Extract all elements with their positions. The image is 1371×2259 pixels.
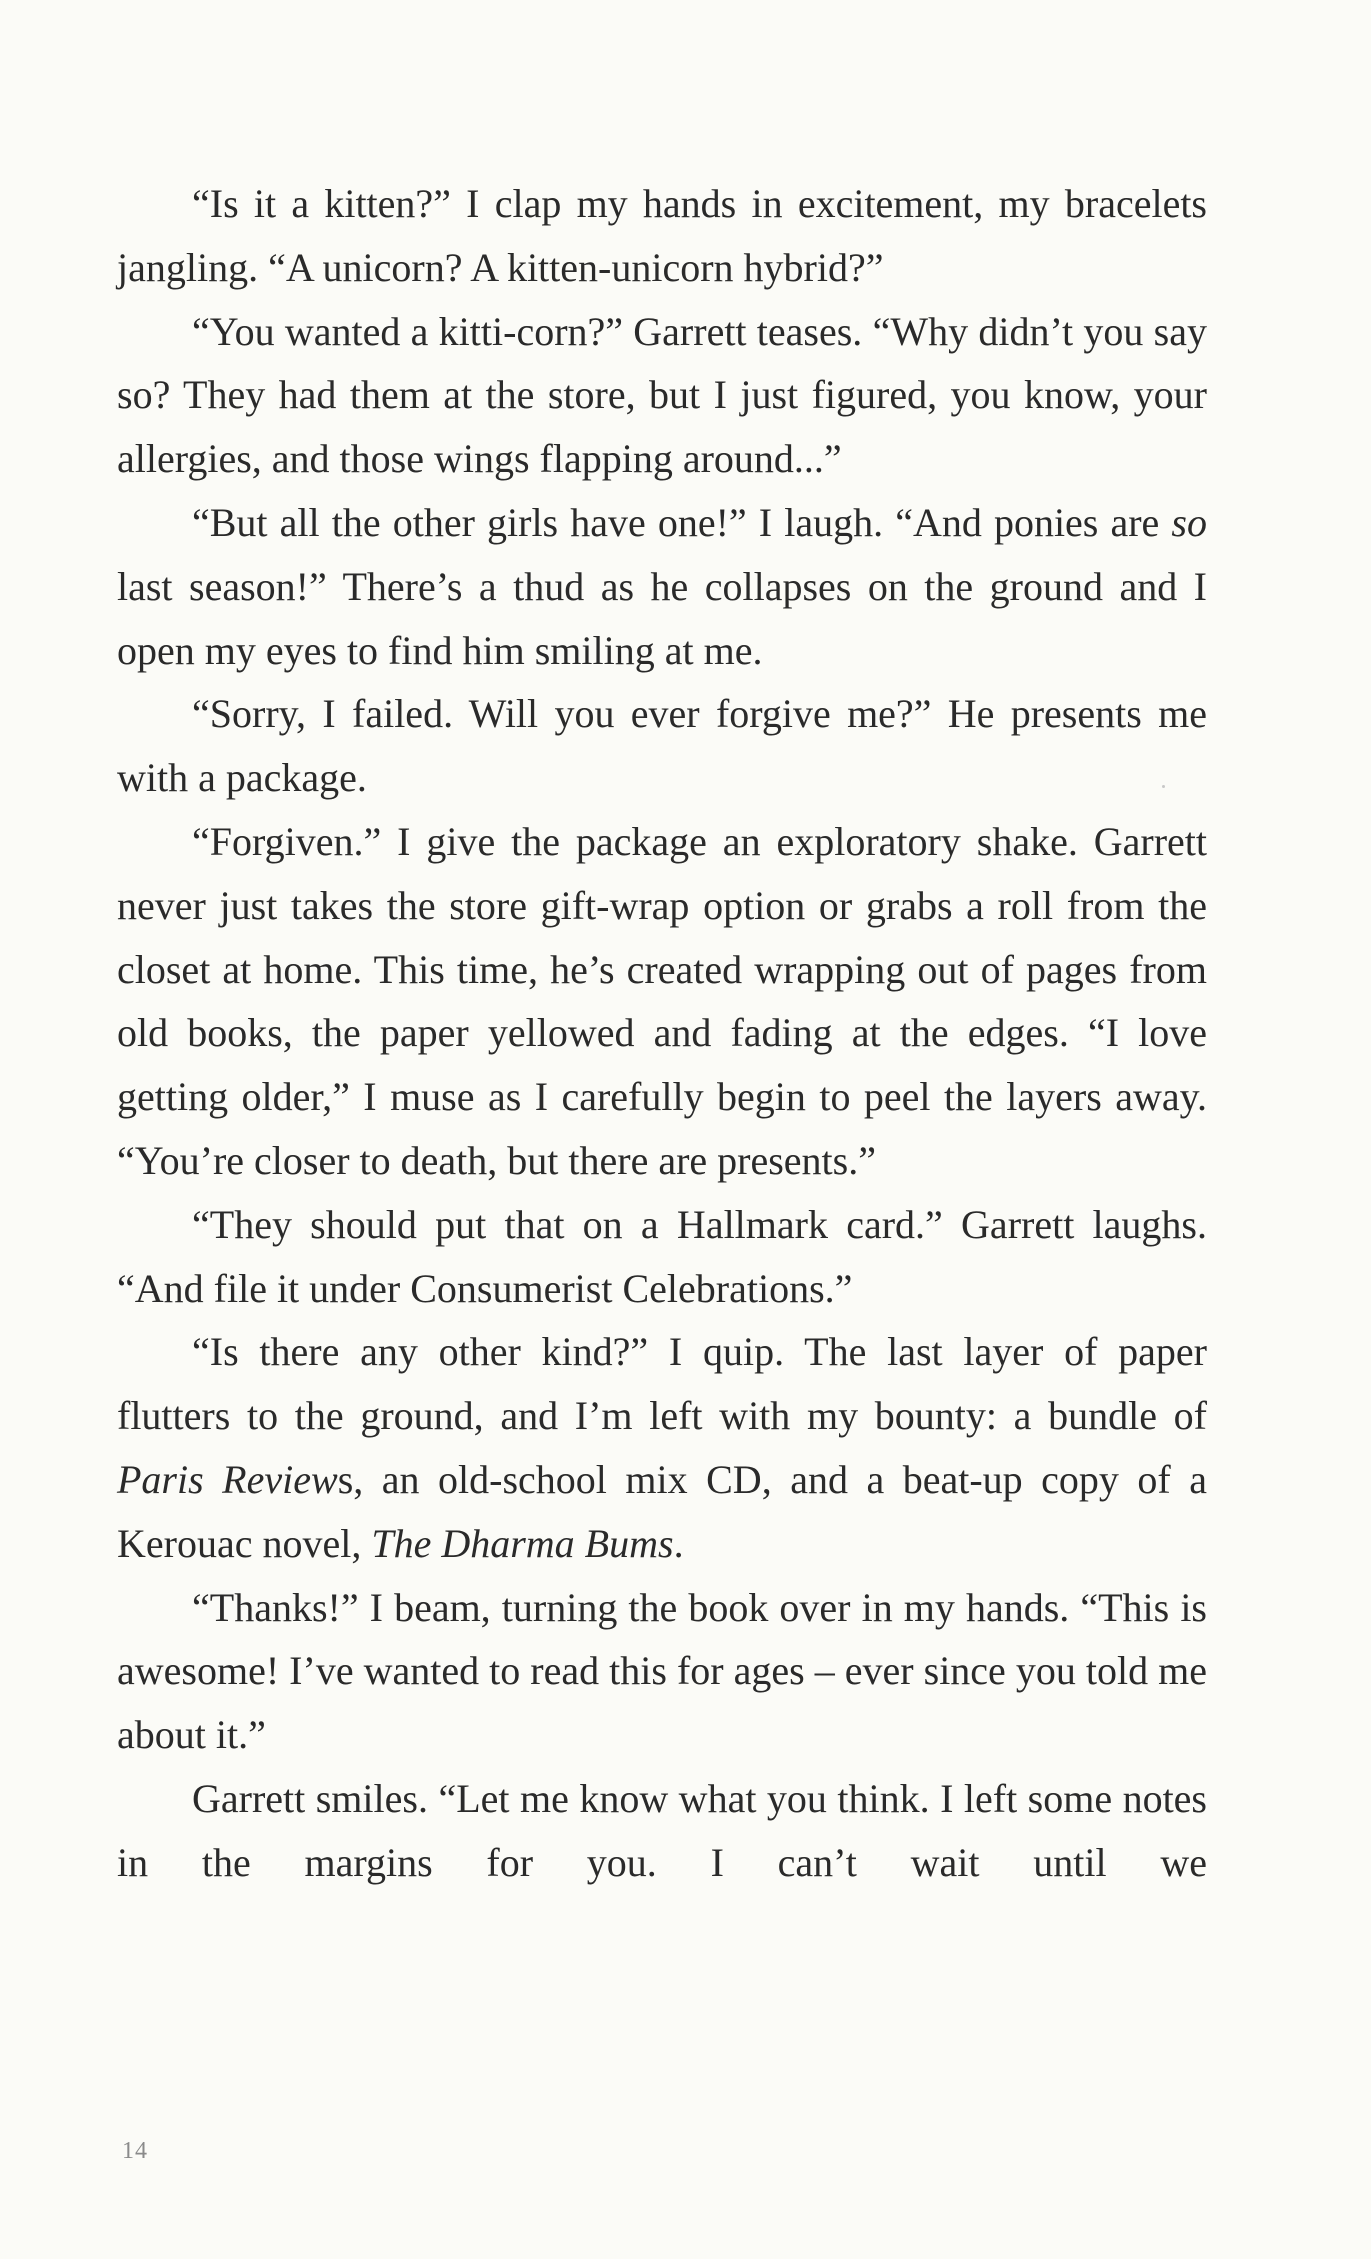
text-run: “Sorry, I failed. Will you ever forgive me?” He presents me with a package.	[117, 691, 1207, 801]
italic-text: Paris Review	[117, 1456, 338, 1502]
paragraph	[117, 1193, 1207, 1321]
paragraph	[117, 810, 1207, 1193]
paragraph	[117, 172, 1207, 300]
paragraph	[117, 1767, 1207, 1895]
page-number: 14	[122, 2138, 148, 2164]
paragraph	[117, 1576, 1207, 1767]
text-run: .	[673, 1520, 684, 1566]
italic-text: so	[1171, 499, 1207, 545]
text-run: s, an old-school mix CD, and a beat-up copy of a Kerouac novel,	[117, 1456, 1208, 1566]
paragraph	[117, 300, 1207, 491]
text-run: “Thanks!” I beam, turning the book over in my hands. “This is awesome! I’ve wanted to read this for ages – ever since you told me about it.”	[117, 1584, 1207, 1758]
text-run: last season!” There’s a thud as he collapses on the ground and I open my eyes to find him smiling at me.	[117, 563, 1207, 673]
italic-text: The Dharma Bums	[371, 1520, 674, 1566]
text-run: “They should put that on a Hallmark card.” Garrett laughs. “And file it under Consumerist Celebrations.”	[117, 1201, 1207, 1311]
paragraph	[117, 682, 1207, 810]
text-run: Garrett smiles. “Let me know what you think. I left some notes in the margins for you. I can’t wait until we	[117, 1775, 1207, 1885]
paragraph	[117, 1320, 1207, 1575]
paper-speck	[1162, 785, 1165, 788]
text-run: “You wanted a kitti-corn?” Garrett teases. “Why didn’t you say so? They had them at the store, but I just figured, you know, your allergies, and those wings flapping around...”	[117, 308, 1207, 482]
paragraph	[117, 491, 1207, 682]
text-run: “Is there any other kind?” I quip. The last layer of paper flutters to the ground, and I’m left with my bounty: a bundle of	[117, 1329, 1207, 1439]
text-run: “Forgiven.” I give the package an exploratory shake. Garrett never just takes the store gift-wrap option or grabs a roll from the closet at home. This time, he’s created wrapping out of pages from old books, the paper yellowed and fading at the edges. “I love getting older,” I muse as I carefully begin to peel the layers away. “You’re closer to death, but there are presents.”	[117, 818, 1207, 1183]
body-text	[117, 172, 1207, 1895]
text-run: “Is it a kitten?” I clap my hands in excitement, my bracelets jangling. “A unicorn? A kitten-unicorn hybrid?”	[117, 181, 1207, 290]
text-run: “But all the other girls have one!” I laugh. “And ponies are	[192, 499, 1172, 545]
